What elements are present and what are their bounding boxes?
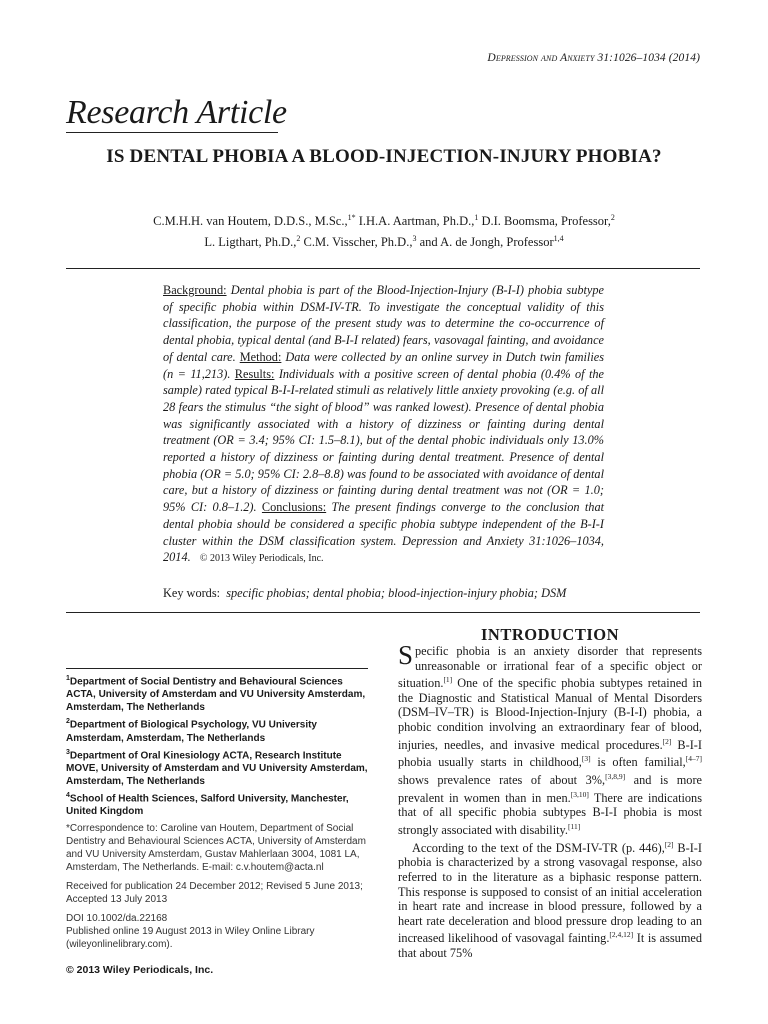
affiliation-4: $^4$School of Health Sciences, Salford University, Manchester, United Kingdom — [66, 791, 349, 818]
introduction-heading: INTRODUCTION — [480, 625, 620, 644]
affiliation-2: $^2$Department of Biological Psychology, VU University Amsterdam, Amsterdam, The Netherlands — [66, 718, 317, 744]
abstract-method-text: Data were collected by an online survey in Dutch twin families (n = 11,213). — [163, 349, 604, 381]
intro-paragraph-1: Specific phobia is an anxiety disorder that represents unreasonable or irrational fear of a specific object or situation.[1] One of the specific phobia subtypes retained in the Diagnostic and Statistical Manual of Mental Disorders (DSM–IV–TR) is Blood-Injection-Injury (B-I-I) phobia, a phobic condition involving an extraordinary fear of blood, injuries, needles, and invasive medical procedures.[2] B-I-I phobia usually starts in childhood,[3] is often familial,[4–7] shows prevalence rates of about 3%,[3,8,9] and is more prevalent in women than in men.[3,10] There are indications that of all specific phobia subtypes B-I-I phobia is most strongly associated with disability.[11] — [398, 640, 703, 838]
abstract-conclusions-label: Conclusions: — [261, 500, 327, 515]
abstract-results-text: Individuals with a positive screen of dental phobia (0.4% of the sample) rated typical B-I-I-related stimuli as relatively little anxiety provoking (e.g. of all 28 fears the stimulus “the sight of blood” was ranked lowest). Presence of dental phobia was significantly associated with a history of dizziness or fainting during dental treatment (OR = 3.4; 95% CI: 1.5–8.1), but of the dental phobic individuals only 13.0% reported a history of dizziness or fainting during dental treatment. Presence of dental phobia (OR = 5.0; 95% CI: 2.8–8.8) was found to be associated with avoidance of dental care, but a history of dizziness or fainting during dental treatment was not (OR = 1.0; 95% CI: 0.8–1.2). — [163, 366, 604, 515]
affiliation-3: $^3$Department of Oral Kinesiology ACTA, Research Institute MOVE, University of Amsterdam and VU University Amsterdam, Amsterdam, The Netherlands — [66, 748, 368, 787]
introduction-body — [398, 640, 703, 961]
journal-volume: 31:1026–1034 (2014) — [597, 52, 700, 64]
abstract-top-rule — [66, 268, 700, 269]
author-list — [66, 209, 702, 251]
article-title: IS DENTAL PHOBIA A BLOOD-INJECTION-INJURY PHOBIA? — [106, 146, 662, 167]
author-4: L. Ligthart, Ph.D., — [204, 235, 297, 250]
doi: DOI 10.1002/da.22168 — [66, 913, 168, 924]
keywords-label: Key words: — [163, 586, 221, 600]
abstract-copyright: © 2013 Wiley Periodicals, Inc. — [199, 553, 324, 565]
article-notes — [66, 822, 370, 957]
published-note: Published online 19 August 2013 in Wiley Online Library (wileyonlinelibrary.com). — [66, 926, 315, 950]
author-4-affil: 2 — [296, 234, 301, 244]
drop-cap: S — [398, 640, 414, 670]
journal-citation — [487, 52, 700, 64]
doi-note — [66, 912, 370, 951]
intro-paragraph-2: According to the text of the DSM-IV-TR (p. 446),[2] B-I-I phobia is characterized by a strong vasovagal response, also referred to in the literature as a biphasic response pattern. This response is supposed to consist of an initial acceleration in heart rate and increase in blood pressure, followed by a heart rate deceleration and blood pressure drop leading to an increased likelihood of vasovagal fainting.[2,4,12] It is assumed that about 75% — [398, 839, 703, 961]
affiliations-rule — [66, 668, 368, 669]
section-label: Research Article — [66, 94, 287, 131]
author-3-affil: 2 — [610, 213, 615, 222]
journal-name: Depression and Anxiety — [487, 52, 595, 64]
abstract-background-text: Dental phobia is part of the Blood-Injection-Injury (B-I-I) phobia subtype of specific phobia within DSM-IV-TR. To investigate the conceptual validity of this classification, the purpose of the present study was to determine the co-occurrence of dental phobia, typical dental (and B-I-I related) fears, vasovagal fainting, and avoidance of dental care. — [163, 283, 604, 364]
author-5-affil: 3 — [412, 234, 417, 244]
affiliation-1: $^1$Department of Social Dentistry and Behavioural Sciences ACTA, University of Amsterdam and VU University Amsterdam, Amsterdam, The Netherlands — [66, 675, 366, 714]
author-6: and A. de Jongh, Professor — [419, 235, 554, 250]
correspondence-note: *Correspondence to: Caroline van Houtem, Department of Social Dentistry and Behavioural Sciences ACTA, University of Amsterdam and VU University Amsterdam, Gustav Mahlerlaan 3004, 1081 LA, Amsterdam, The Netherlands. E-mail: c.v.houtem@acta.nl — [66, 823, 366, 873]
author-5: C.M. Visscher, Ph.D., — [303, 235, 413, 250]
author-1-affil: 1* — [347, 213, 356, 222]
abstract — [163, 282, 604, 568]
footer-copyright: © 2013 Wiley Periodicals, Inc. — [66, 964, 214, 976]
abstract-background-label: Background: — [163, 283, 227, 297]
author-2: I.H.A. Aartman, Ph.D., — [358, 214, 475, 229]
abstract-conclusions-text: The present findings converge to the conclusion that dental phobia should be considered a specific phobia subtype independent of the B-I-I cluster within the DSM classification system. Depression and Anxiety 31:1026–1034, 2014. — [163, 500, 605, 565]
author-1: C.M.H.H. van Houtem, D.D.S., M.Sc., — [153, 214, 348, 229]
keywords-rule — [66, 612, 700, 613]
section-label-rule — [66, 132, 278, 133]
abstract-method-label: Method: — [239, 349, 282, 364]
received-note: Received for publication 24 December 2012; Revised 5 June 2013; Accepted 13 July 2013 — [66, 881, 363, 905]
keywords — [163, 586, 623, 601]
keywords-value: specific phobias; dental phobia; blood-injection-injury phobia; DSM — [226, 586, 567, 600]
author-3: D.I. Boomsma, Professor, — [481, 214, 611, 229]
affiliations — [66, 672, 368, 819]
author-6-affil: 1,4 — [553, 234, 564, 244]
abstract-results-label: Results: — [234, 366, 275, 381]
author-2-affil: 1 — [474, 213, 479, 222]
